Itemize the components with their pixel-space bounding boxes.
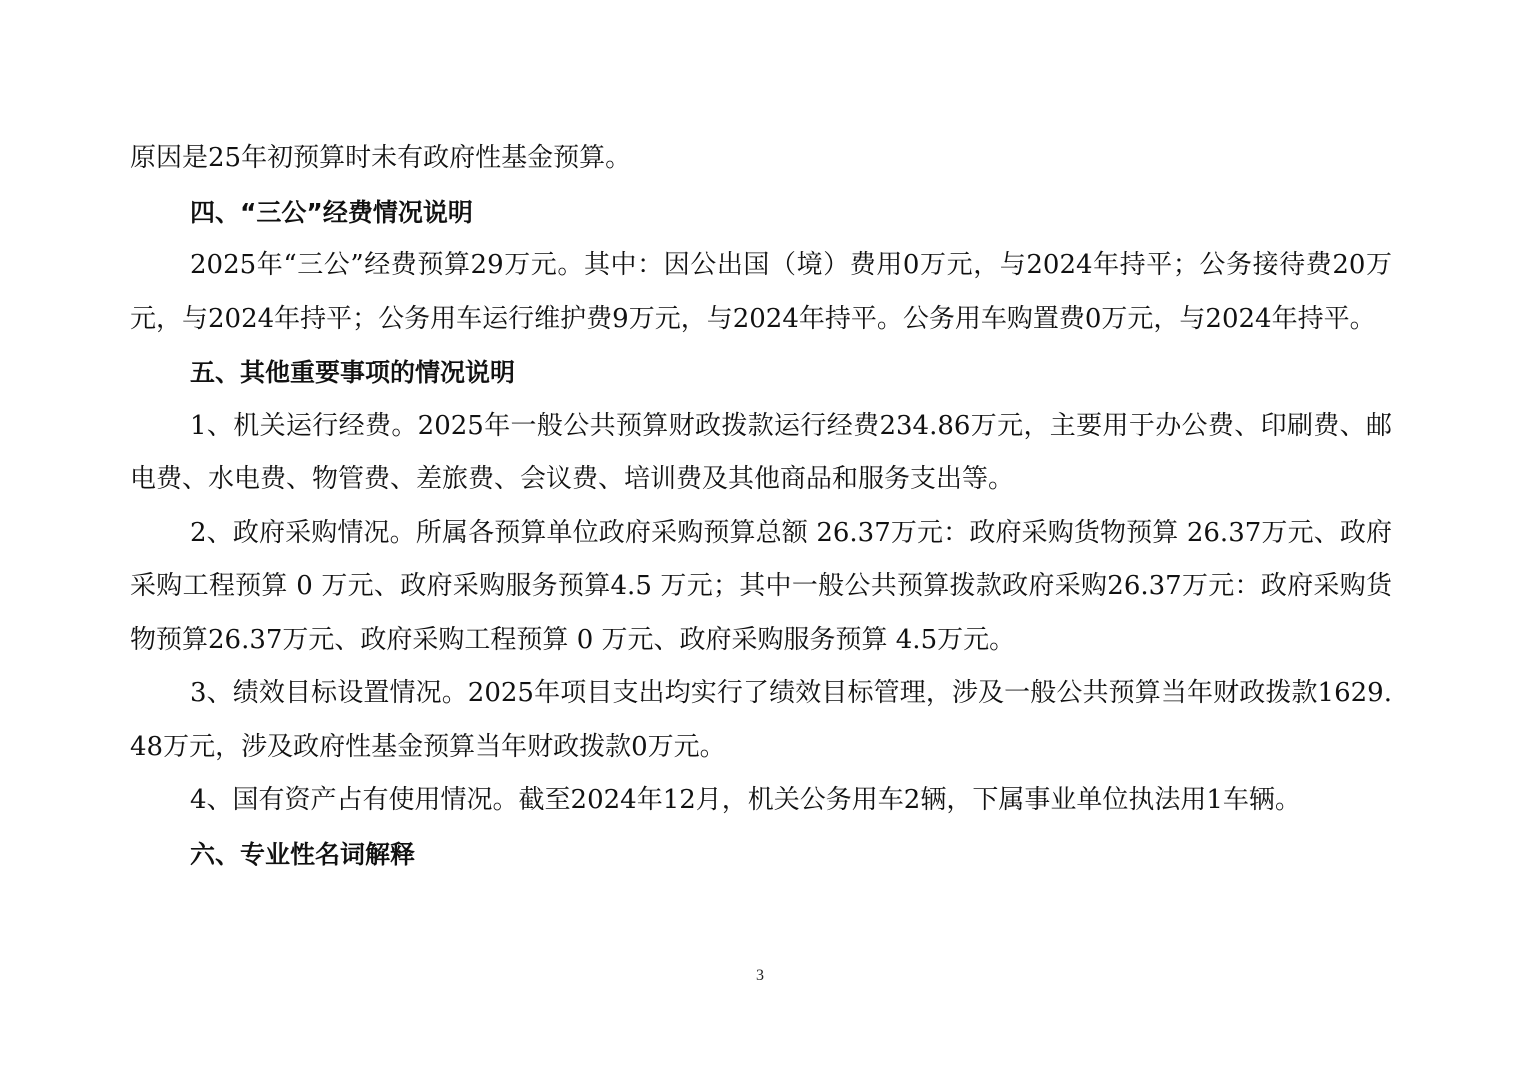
page-number: 3 (756, 967, 764, 984)
paragraph-sangong-budget: 2025年“三公”经费预算29万元。其中：因公出国（境）费用0万元，与2024年持平；公务接待费20万元，与2024年持平；公务用车运行维护费9万元，与2024年持平。公务用车购置费0万元，与2024年持平。 (130, 250, 1392, 334)
paragraph-state-assets: 4、国有资产占有使用情况。截至2024年12月，机关公务用车2辆，下属事业单位执法用1车辆。 (190, 785, 1301, 815)
paragraph-performance-targets: 3、绩效目标设置情况。2025年项目支出均实行了绩效目标管理，涉及一般公共预算当年财政拨款1629.48万元，涉及政府性基金预算当年财政拨款0万元。 (130, 678, 1392, 762)
paragraph-government-procurement: 2、政府采购情况。所属各预算单位政府采购预算总额 26.37万元：政府采购货物预算 26.37万元、政府采购工程预算 0 万元、政府采购服务预算4.5 万元；其中一般公共预算拨款政府采购26.37万元：政府采购货物预算26.37万元、政府采购工程预算 0 万元、政府采购服务预算 4.5万元。 (130, 517, 1392, 655)
paragraph-operating-expenses: 1、机关运行经费。2025年一般公共预算财政拨款运行经费234.86万元，主要用于办公费、印刷费、邮电费、水电费、物管费、差旅费、会议费、培训费及其他商品和服务支出等。 (130, 410, 1392, 494)
section-heading-sangong: 四、“三公”经费情况说明 (190, 197, 473, 227)
paragraph-continuation: 原因是25年初预算时未有政府性基金预算。 (130, 143, 632, 173)
section-heading-terminology: 六、专业性名词解释 (190, 839, 416, 869)
document-body (130, 132, 1392, 881)
section-heading-other-matters: 五、其他重要事项的情况说明 (190, 358, 516, 387)
